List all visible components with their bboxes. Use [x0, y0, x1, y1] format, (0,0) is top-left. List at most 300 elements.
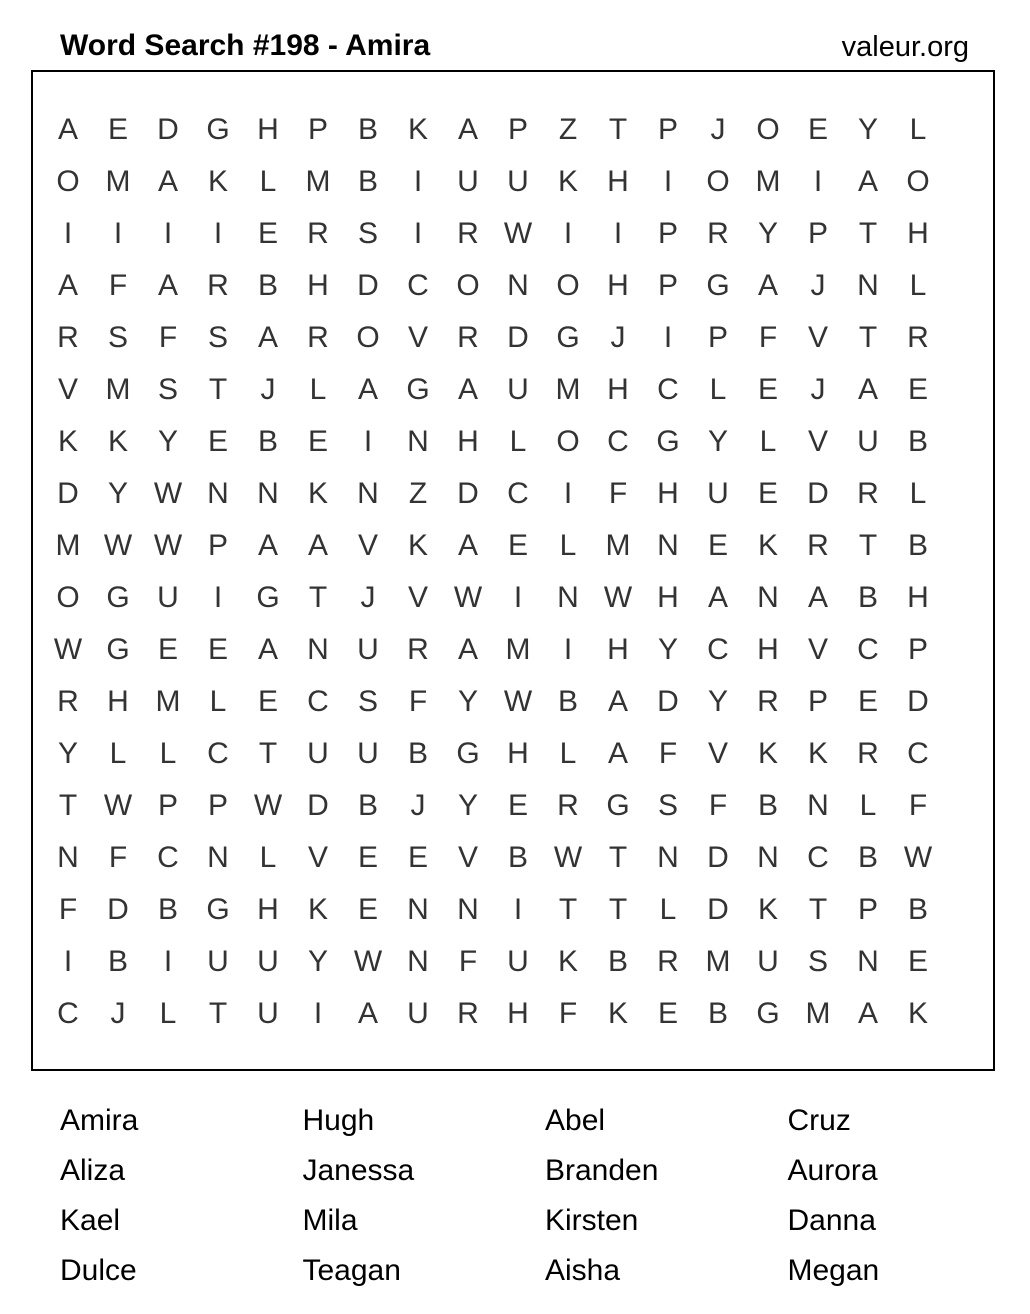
- grid-letter: C: [857, 633, 879, 666]
- grid-letter: N: [657, 841, 679, 874]
- grid-letter: W: [103, 789, 133, 822]
- grid-letter: O: [56, 165, 80, 198]
- grid-letter: L: [259, 841, 277, 874]
- page-title: Word Search #198 - Amira: [60, 29, 431, 62]
- grid-letter: U: [457, 165, 479, 198]
- grid-letter: I: [663, 321, 673, 354]
- grid-letter: O: [56, 581, 80, 614]
- grid-letter: L: [159, 737, 177, 770]
- grid-letter: B: [357, 113, 378, 146]
- grid-letter: L: [309, 373, 327, 406]
- grid-letter: I: [63, 945, 73, 978]
- grid-letter: E: [357, 841, 378, 874]
- grid-letter: A: [857, 373, 878, 406]
- grid-letter: H: [607, 633, 629, 666]
- grid-letter: M: [755, 165, 781, 198]
- grid-letter: E: [107, 113, 128, 146]
- grid-letter: W: [103, 529, 133, 562]
- grid-letter: B: [907, 893, 928, 926]
- grid-letter: U: [357, 633, 379, 666]
- grid-letter: B: [407, 737, 428, 770]
- grid-letter: B: [357, 789, 378, 822]
- grid-letter: N: [407, 425, 429, 458]
- grid-letter: V: [807, 321, 828, 354]
- grid-letter: F: [708, 789, 728, 822]
- grid-letter: Y: [757, 217, 778, 250]
- word-list-item: Branden: [545, 1154, 659, 1187]
- grid-letter: Y: [107, 477, 128, 510]
- grid-letter: J: [110, 997, 126, 1030]
- grid-letter: A: [357, 373, 378, 406]
- grid-letter: S: [357, 217, 378, 250]
- grid-letter: A: [157, 269, 178, 302]
- grid-letter: A: [857, 997, 878, 1030]
- grid-letter: R: [707, 217, 729, 250]
- grid-letter: S: [107, 321, 128, 354]
- grid-letter: H: [607, 373, 629, 406]
- grid-letter: H: [457, 425, 479, 458]
- grid-letter: U: [357, 737, 379, 770]
- grid-letter: M: [805, 997, 831, 1030]
- grid-letter: U: [207, 945, 229, 978]
- grid-letter: H: [757, 633, 779, 666]
- word-list-item: Megan: [787, 1254, 880, 1287]
- grid-letter: U: [507, 165, 529, 198]
- grid-letter: W: [153, 529, 183, 562]
- letter-grid: [43, 104, 943, 1040]
- grid-letter: F: [558, 997, 578, 1030]
- grid-letter: I: [513, 893, 523, 926]
- grid-letter: U: [307, 737, 329, 770]
- grid-letter: F: [658, 737, 678, 770]
- grid-letter: L: [159, 997, 177, 1030]
- grid-letter: I: [313, 997, 323, 1030]
- grid-letter: M: [705, 945, 731, 978]
- grid-letter: T: [858, 217, 878, 250]
- grid-letter: O: [556, 269, 580, 302]
- grid-letter: I: [163, 217, 173, 250]
- grid-letter: U: [257, 997, 279, 1030]
- grid-letter: H: [657, 581, 679, 614]
- grid-letter: J: [410, 789, 426, 822]
- grid-letter: I: [63, 217, 73, 250]
- grid-letter: Y: [707, 685, 728, 718]
- grid-letter: F: [608, 477, 628, 510]
- grid-letter: S: [207, 321, 228, 354]
- grid-letter: P: [507, 113, 528, 146]
- grid-letter: N: [457, 893, 479, 926]
- word-list-item: Abel: [545, 1104, 606, 1137]
- grid-letter: G: [456, 737, 480, 770]
- grid-letter: L: [209, 685, 227, 718]
- grid-letter: B: [857, 841, 878, 874]
- grid-letter: W: [253, 789, 283, 822]
- grid-letter: M: [55, 529, 81, 562]
- word-list-item: Aliza: [60, 1154, 126, 1187]
- grid-letter: N: [757, 841, 779, 874]
- grid-letter: H: [907, 581, 929, 614]
- grid-letter: H: [507, 997, 529, 1030]
- grid-letter: L: [509, 425, 527, 458]
- grid-letter: K: [407, 529, 428, 562]
- grid-letter: A: [57, 113, 78, 146]
- grid-letter: W: [53, 633, 83, 666]
- grid-letter: R: [757, 685, 779, 718]
- word-list-item: Kael: [60, 1204, 121, 1237]
- grid-letter: M: [305, 165, 331, 198]
- grid-letter: E: [507, 789, 528, 822]
- grid-letter: R: [907, 321, 929, 354]
- grid-letter: C: [607, 425, 629, 458]
- grid-letter: F: [908, 789, 928, 822]
- grid-letter: R: [207, 269, 229, 302]
- grid-letter: P: [657, 113, 678, 146]
- grid-letter: U: [707, 477, 729, 510]
- grid-letter: A: [757, 269, 778, 302]
- grid-letter: T: [58, 789, 78, 822]
- grid-letter: G: [106, 581, 130, 614]
- grid-letter: W: [503, 217, 533, 250]
- grid-letter: I: [813, 165, 823, 198]
- grid-letter: W: [353, 945, 383, 978]
- grid-letter: U: [507, 373, 529, 406]
- word-list-item: Aurora: [787, 1154, 878, 1187]
- grid-letter: U: [507, 945, 529, 978]
- grid-letter: H: [107, 685, 129, 718]
- grid-letter: R: [307, 321, 329, 354]
- grid-letter: O: [456, 269, 480, 302]
- grid-letter: M: [105, 165, 131, 198]
- grid-letter: B: [607, 945, 628, 978]
- grid-letter: G: [106, 633, 130, 666]
- word-list-item: Mila: [302, 1204, 358, 1237]
- grid-letter: R: [857, 477, 879, 510]
- grid-letter: V: [707, 737, 728, 770]
- grid-letter: O: [756, 113, 780, 146]
- grid-letter: B: [257, 425, 278, 458]
- grid-letter: N: [857, 945, 879, 978]
- grid-letter: Y: [307, 945, 328, 978]
- grid-letter: Y: [857, 113, 878, 146]
- grid-letter: N: [307, 633, 329, 666]
- word-list-item: Aisha: [545, 1254, 621, 1287]
- grid-letter: G: [406, 373, 430, 406]
- grid-letter: F: [408, 685, 428, 718]
- grid-letter: K: [557, 945, 578, 978]
- grid-letter: I: [213, 581, 223, 614]
- grid-letter: I: [663, 165, 673, 198]
- grid-letter: R: [407, 633, 429, 666]
- word-list-item: Janessa: [302, 1154, 415, 1187]
- grid-letter: C: [207, 737, 229, 770]
- grid-letter: R: [307, 217, 329, 250]
- grid-letter: H: [657, 477, 679, 510]
- grid-letter: J: [810, 373, 826, 406]
- grid-letter: H: [607, 165, 629, 198]
- grid-letter: P: [657, 269, 678, 302]
- grid-letter: E: [657, 997, 678, 1030]
- grid-letter: N: [807, 789, 829, 822]
- grid-letter: D: [57, 477, 79, 510]
- grid-letter: B: [707, 997, 728, 1030]
- grid-letter: T: [208, 997, 228, 1030]
- grid-letter: C: [657, 373, 679, 406]
- grid-letter: K: [207, 165, 228, 198]
- grid-letter: L: [859, 789, 877, 822]
- grid-letter: Y: [57, 737, 78, 770]
- grid-letter: L: [109, 737, 127, 770]
- grid-letter: M: [105, 373, 131, 406]
- grid-letter: U: [257, 945, 279, 978]
- grid-letter: E: [257, 217, 278, 250]
- word-list-item: Cruz: [787, 1104, 851, 1137]
- grid-letter: A: [457, 529, 478, 562]
- grid-letter: E: [357, 893, 378, 926]
- grid-letter: H: [307, 269, 329, 302]
- grid-letter: Z: [558, 113, 578, 146]
- grid-letter: P: [807, 685, 828, 718]
- grid-letter: E: [407, 841, 428, 874]
- grid-letter: E: [807, 113, 828, 146]
- grid-letter: N: [207, 841, 229, 874]
- grid-letter: L: [259, 165, 277, 198]
- word-list-item: Hugh: [302, 1104, 375, 1137]
- grid-letter: F: [108, 269, 128, 302]
- grid-letter: K: [757, 893, 778, 926]
- grid-letter: I: [613, 217, 623, 250]
- grid-letter: A: [607, 685, 628, 718]
- grid-letter: F: [458, 945, 478, 978]
- grid-letter: C: [307, 685, 329, 718]
- grid-letter: J: [260, 373, 276, 406]
- grid-letter: N: [357, 477, 379, 510]
- grid-letter: N: [407, 945, 429, 978]
- grid-letter: E: [757, 477, 778, 510]
- grid-letter: G: [556, 321, 580, 354]
- grid-letter: K: [557, 165, 578, 198]
- grid-letter: B: [907, 425, 928, 458]
- grid-letter: P: [307, 113, 328, 146]
- grid-letter: G: [706, 269, 730, 302]
- grid-letter: R: [57, 685, 79, 718]
- grid-letter: G: [206, 113, 230, 146]
- grid-letter: U: [757, 945, 779, 978]
- word-list-item: Amira: [60, 1104, 139, 1137]
- grid-letter: G: [606, 789, 630, 822]
- grid-letter: C: [707, 633, 729, 666]
- grid-letter: W: [603, 581, 633, 614]
- grid-letter: A: [707, 581, 728, 614]
- grid-letter: V: [407, 321, 428, 354]
- grid-letter: E: [257, 685, 278, 718]
- grid-letter: R: [557, 789, 579, 822]
- grid-letter: R: [857, 737, 879, 770]
- grid-letter: T: [558, 893, 578, 926]
- grid-letter: V: [807, 633, 828, 666]
- grid-letter: A: [457, 113, 478, 146]
- grid-letter: P: [207, 789, 228, 822]
- grid-letter: W: [553, 841, 583, 874]
- grid-letter: O: [356, 321, 380, 354]
- grid-letter: K: [907, 997, 928, 1030]
- grid-letter: E: [307, 425, 328, 458]
- grid-letter: D: [107, 893, 129, 926]
- grid-letter: A: [807, 581, 828, 614]
- grid-letter: K: [307, 893, 328, 926]
- site-name: valeur.org: [841, 31, 969, 63]
- grid-letter: N: [257, 477, 279, 510]
- grid-letter: A: [157, 165, 178, 198]
- grid-letter: T: [858, 529, 878, 562]
- grid-letter: T: [308, 581, 328, 614]
- grid-letter: H: [507, 737, 529, 770]
- grid-letter: L: [709, 373, 727, 406]
- grid-letter: W: [453, 581, 483, 614]
- grid-letter: D: [907, 685, 929, 718]
- grid-letter: B: [257, 269, 278, 302]
- grid-letter: E: [707, 529, 728, 562]
- grid-letter: I: [563, 477, 573, 510]
- grid-letter: J: [610, 321, 626, 354]
- grid-letter: N: [207, 477, 229, 510]
- grid-letter: J: [810, 269, 826, 302]
- grid-letter: S: [657, 789, 678, 822]
- grid-letter: V: [307, 841, 328, 874]
- grid-letter: T: [208, 373, 228, 406]
- grid-letter: D: [457, 477, 479, 510]
- grid-letter: R: [457, 997, 479, 1030]
- grid-letter: C: [507, 477, 529, 510]
- grid-letter: W: [153, 477, 183, 510]
- grid-letter: I: [563, 217, 573, 250]
- grid-letter: P: [807, 217, 828, 250]
- grid-letter: A: [257, 529, 278, 562]
- grid-letter: K: [307, 477, 328, 510]
- grid-letter: E: [207, 633, 228, 666]
- grid-letter: K: [407, 113, 428, 146]
- grid-letter: K: [57, 425, 78, 458]
- grid-letter: V: [57, 373, 78, 406]
- word-list-item: Teagan: [302, 1254, 401, 1287]
- grid-letter: T: [808, 893, 828, 926]
- grid-letter: I: [563, 633, 573, 666]
- grid-letter: G: [256, 581, 280, 614]
- grid-letter: I: [413, 165, 423, 198]
- grid-letter: J: [360, 581, 376, 614]
- grid-letter: B: [857, 581, 878, 614]
- grid-letter: M: [505, 633, 531, 666]
- grid-letter: M: [605, 529, 631, 562]
- grid-letter: H: [607, 269, 629, 302]
- grid-letter: A: [257, 633, 278, 666]
- grid-letter: Y: [457, 685, 478, 718]
- grid-letter: A: [57, 269, 78, 302]
- grid-letter: T: [858, 321, 878, 354]
- grid-letter: G: [756, 997, 780, 1030]
- grid-letter: N: [507, 269, 529, 302]
- grid-letter: Y: [457, 789, 478, 822]
- grid-letter: E: [907, 945, 928, 978]
- grid-letter: F: [158, 321, 178, 354]
- grid-letter: I: [213, 217, 223, 250]
- grid-letter: N: [557, 581, 579, 614]
- grid-letter: C: [807, 841, 829, 874]
- grid-letter: F: [108, 841, 128, 874]
- grid-letter: I: [363, 425, 373, 458]
- grid-letter: S: [357, 685, 378, 718]
- grid-letter: F: [758, 321, 778, 354]
- grid-letter: K: [107, 425, 128, 458]
- grid-letter: P: [207, 529, 228, 562]
- grid-letter: T: [258, 737, 278, 770]
- grid-letter: A: [857, 165, 878, 198]
- grid-letter: O: [706, 165, 730, 198]
- grid-letter: C: [407, 269, 429, 302]
- grid-letter: Z: [408, 477, 428, 510]
- grid-letter: L: [559, 529, 577, 562]
- grid-letter: R: [807, 529, 829, 562]
- grid-letter: S: [157, 373, 178, 406]
- grid-letter: P: [907, 633, 928, 666]
- grid-letter: E: [857, 685, 878, 718]
- grid-letter: V: [457, 841, 478, 874]
- grid-letter: U: [407, 997, 429, 1030]
- grid-letter: N: [857, 269, 879, 302]
- grid-letter: R: [657, 945, 679, 978]
- grid-letter: R: [457, 321, 479, 354]
- grid-letter: K: [607, 997, 628, 1030]
- grid-letter: B: [907, 529, 928, 562]
- grid-letter: D: [707, 893, 729, 926]
- grid-letter: U: [157, 581, 179, 614]
- grid-letter: U: [857, 425, 879, 458]
- grid-letter: L: [659, 893, 677, 926]
- grid-letter: B: [507, 841, 528, 874]
- grid-letter: M: [555, 373, 581, 406]
- grid-letter: E: [757, 373, 778, 406]
- grid-letter: Y: [657, 633, 678, 666]
- grid-letter: H: [257, 113, 279, 146]
- grid-letter: O: [556, 425, 580, 458]
- grid-letter: L: [909, 269, 927, 302]
- grid-letter: D: [807, 477, 829, 510]
- word-list-item: Danna: [787, 1204, 876, 1237]
- grid-letter: Y: [157, 425, 178, 458]
- grid-letter: I: [413, 217, 423, 250]
- grid-letter: K: [757, 529, 778, 562]
- grid-letter: W: [903, 841, 933, 874]
- grid-letter: V: [807, 425, 828, 458]
- grid-letter: E: [157, 633, 178, 666]
- grid-letter: B: [357, 165, 378, 198]
- grid-letter: A: [257, 321, 278, 354]
- grid-letter: A: [357, 997, 378, 1030]
- grid-letter: N: [407, 893, 429, 926]
- grid-letter: F: [58, 893, 78, 926]
- word-list: [60, 1096, 1030, 1296]
- grid-letter: D: [657, 685, 679, 718]
- grid-letter: D: [357, 269, 379, 302]
- grid-letter: D: [307, 789, 329, 822]
- grid-letter: P: [657, 217, 678, 250]
- grid-letter: P: [857, 893, 878, 926]
- grid-letter: P: [157, 789, 178, 822]
- grid-letter: N: [757, 581, 779, 614]
- grid-letter: H: [257, 893, 279, 926]
- grid-letter: T: [608, 893, 628, 926]
- word-list-item: Dulce: [60, 1254, 137, 1287]
- grid-letter: K: [757, 737, 778, 770]
